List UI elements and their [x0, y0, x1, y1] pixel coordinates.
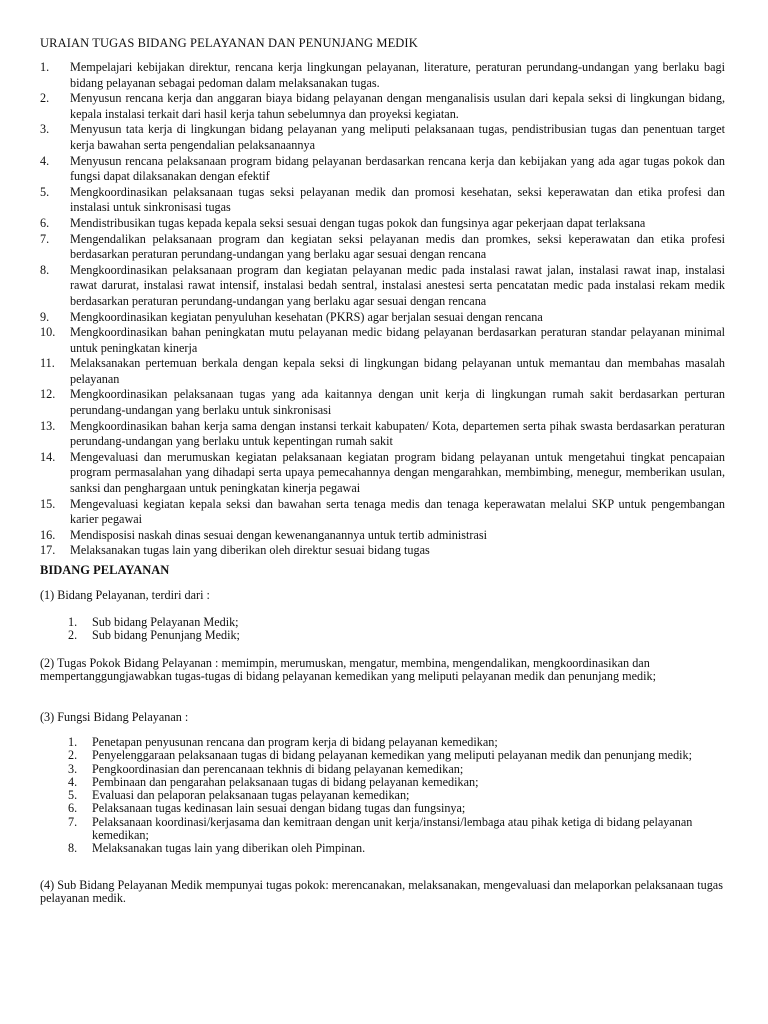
list-item-text: Mempelajari kebijakan direktur, rencana kerja lingkungan pelayanan, literature, peraturan perundang-undangan yang berlaku bagi bidang pelayanan sebagai pedoman dalam melaksanakan tugas.: [70, 60, 725, 90]
list-item-text: Sub bidang Pelayanan Medik;: [92, 615, 239, 629]
paragraph-2: (2) Tugas Pokok Bidang Pelayanan : memimpin, merumuskan, mengatur, membina, mengendalikan, mengkoordinasikan dan mempertanggungjawabkan tugas-tugas di bidang pelayanan kemedikan yang meliputi pelayanan medik dan penunjang medik;: [40, 656, 656, 684]
subdivision-item: [68, 616, 718, 629]
list-item-text: Penyelenggaraan pelaksanaan tugas di bidang pelayanan kemedikan yang meliputi pelayanan medik dan penunjang medik;: [92, 748, 693, 763]
paragraph-1: (1) Bidang Pelayanan, terdiri dari :: [40, 588, 210, 602]
list-item-number: 9.: [40, 309, 50, 324]
task-item: [40, 122, 725, 153]
list-item-number: 6.: [68, 801, 78, 816]
task-item: [40, 185, 725, 216]
list-item-number: 4.: [40, 153, 50, 168]
task-item: [40, 91, 725, 122]
task-item: [40, 60, 725, 91]
list-item-number: 1.: [68, 615, 78, 629]
function-item: [68, 749, 718, 762]
list-item-number: 16.: [40, 527, 56, 542]
list-item-text: Mengkoordinasikan pelaksanaan program dan kegiatan pelayanan medic pada instalasi rawat jalan, instalasi rawat inap, instalasi rawat darurat, instalasi rawat intensif, instalasi bedah sentral, instalasi anestesi serta pencatatan medic pada instalasi rekam medik berdasarkan peraturan perundang-undangan yang berlaku agar sesuai dengan rencana: [70, 262, 725, 308]
list-item-text: Mengendalikan pelaksanaan program dan kegiatan seksi pelayanan medis dan promkes, seksi keperawatan dan etika profesi berdasarkan peraturan perundang-undangan yang berlaku agar sesuai dengan rencana: [70, 231, 725, 262]
list-item-number: 8.: [68, 841, 78, 856]
list-item-number: 1.: [40, 60, 50, 74]
list-item-text: Melaksanakan pertemuan berkala dengan kepala seksi di lingkungan bidang pelayanan untuk memantau dan membahas masalah pelayanan: [70, 356, 725, 386]
list-item-number: 17.: [40, 543, 56, 558]
list-item-text: Mengkoordinasikan kegiatan penyuluhan kesehatan (PKRS) agar berjalan sesuai dengan rencana: [70, 309, 543, 324]
list-item-number: 12.: [40, 387, 56, 402]
task-item: [40, 528, 725, 544]
subdivision-item: [68, 629, 718, 642]
list-item-number: 2.: [68, 748, 78, 763]
list-item-text: Pembinaan dan pengarahan pelaksanaan tugas di bidang pelayanan kemedikan;: [92, 774, 479, 789]
task-item: [40, 450, 725, 497]
list-item-text: Menyusun tata kerja di lingkungan bidang pelayanan yang meliputi pelaksanaan tugas, pendistribusian tugas dan penentuan target kerja bawahan serta pengendalian pelaksanaannya: [70, 122, 725, 152]
list-item-text: Penetapan penyusunan rencana dan program kerja di bidang pelayanan kemedikan;: [92, 735, 498, 749]
task-item: [40, 387, 725, 418]
function-list: [68, 736, 718, 856]
list-item-number: 6.: [40, 215, 50, 230]
list-item-text: Pelaksanaan tugas kedinasan lain sesuai dengan bidang tugas dan fungsinya;: [92, 801, 466, 816]
list-item-text: Pelaksanaan koordinasi/kerjasama dan kemitraan dengan unit kerja/instansi/lembaga atau pihak ketiga di bidang pelayanan kemedikan;: [92, 814, 693, 843]
list-item-number: 1.: [68, 735, 78, 749]
task-item: [40, 543, 725, 559]
list-item-text: Mendistribusikan tugas kepada kepala seksi sesuai dengan tugas pokok dan fungsinya agar pekerjaan dapat terlaksana: [70, 215, 646, 230]
subdivision-list: [68, 616, 718, 643]
task-item: [40, 310, 725, 326]
document-title: URAIAN TUGAS BIDANG PELAYANAN DAN PENUNJANG MEDIK: [40, 36, 418, 50]
function-item: [68, 816, 718, 843]
function-item: [68, 763, 718, 776]
task-item: [40, 325, 725, 356]
task-item: [40, 497, 725, 528]
list-item-number: 13.: [40, 418, 56, 433]
list-item-number: 8.: [40, 262, 50, 277]
list-item-text: Mengkoordinasikan bahan peningkatan mutu pelayanan medic bidang pelayanan berdasarkan peraturan standar pelayanan minimal untuk peningkatan kinerja: [70, 325, 725, 355]
list-item-text: Pengkoordinasian dan perencanaan tekhnis di bidang pelayanan kemedikan;: [92, 761, 464, 776]
list-item-text: Sub bidang Penunjang Medik;: [92, 628, 240, 643]
task-item: [40, 216, 725, 232]
function-item: [68, 789, 718, 802]
list-item-number: 11.: [40, 356, 55, 371]
list-item-text: Mengevaluasi kegiatan kepala seksi dan bawahan serta tenaga medis dan tenaga keperawatan melalui SKP untuk pengembangan karier pegawai: [70, 496, 725, 527]
task-item: [40, 154, 725, 185]
list-item-text: Mendisposisi naskah dinas sesuai dengan kewenanganannya untuk tertib administrasi: [70, 527, 487, 542]
list-item-text: Mengkoordinasikan bahan kerja sama dengan instansi terkait kabupaten/ Kota, departemen serta pihak swasta berdasarkan peraturan perundang-undangan yang berlaku untuk kepentingan rumah sakit: [70, 418, 725, 449]
task-item: [40, 232, 725, 263]
list-item-text: Menyusun rencana kerja dan anggaran biaya bidang pelayanan dengan menganalisis usulan dari kepala seksi di lingkungan bidang, kepala instalasi terkait dari hasil kerja tahun sebelumnya dan proyeksi kegiatan.: [70, 91, 725, 121]
list-item-number: 2.: [68, 628, 78, 643]
list-item-text: Mengevaluasi dan merumuskan kegiatan pelaksanaan kegiatan program bidang pelayanan untuk mengetahui tingkat pencapaian program permasalahan yang dihadapi serta upaya pemecahannya dengan mengarahkan, membimbing, menegur, memberikan usulan, sanksi dan penghargaan untuk peningkatan kinerja pegawai: [70, 449, 725, 496]
list-item-number: 7.: [40, 231, 50, 246]
list-item-text: Menyusun rencana pelaksanaan program bidang pelayanan berdasarkan rencana kerja dan kebijakan yang ada agar tugas pokok dan fungsi dapat dilaksanakan dengan efektif: [70, 153, 725, 184]
list-item-text: Mengkoordinasikan pelaksanaan tugas yang ada kaitannya dengan unit kerja di lingkungan rumah sakit berdasarkan perturan perundang-undangan yang berlaku untuk sinkronisasi: [70, 387, 725, 418]
bidang-pelayanan-heading: BIDANG PELAYANAN: [40, 563, 170, 577]
paragraph-3: (3) Fungsi Bidang Pelayanan :: [40, 710, 189, 724]
function-item: [68, 802, 718, 815]
function-item: [68, 776, 718, 789]
list-item-number: 3.: [68, 761, 78, 776]
task-item: [40, 356, 725, 387]
list-item-number: 10.: [40, 325, 56, 340]
list-item-number: 7.: [68, 814, 78, 829]
list-item-text: Melaksanakan tugas lain yang diberikan oleh direktur sesuai bidang tugas: [70, 543, 430, 558]
list-item-number: 14.: [40, 449, 56, 464]
list-item-number: 5.: [68, 788, 78, 803]
task-list: [40, 60, 725, 559]
list-item-number: 2.: [40, 91, 50, 106]
paragraph-4: (4) Sub Bidang Pelayanan Medik mempunyai tugas pokok: merencanakan, melaksanakan, mengevaluasi dan melaporkan pelaksanaan tugas pelayanan medik.: [40, 878, 723, 906]
function-item: [68, 736, 718, 749]
task-item: [40, 263, 725, 310]
list-item-text: Evaluasi dan pelaporan pelaksanaan tugas pelayanan kemedikan;: [92, 788, 410, 803]
list-item-number: 5.: [40, 184, 50, 199]
list-item-number: 15.: [40, 496, 56, 511]
function-item: [68, 842, 718, 855]
list-item-number: 3.: [40, 122, 50, 137]
list-item-number: 4.: [68, 774, 78, 789]
task-item: [40, 419, 725, 450]
list-item-text: Mengkoordinasikan pelaksanaan tugas seksi pelayanan medik dan promosi kesehatan, seksi keperawatan dan etika profesi dan instalasi untuk sinkronisasi tugas: [70, 184, 725, 215]
list-item-text: Melaksanakan tugas lain yang diberikan oleh Pimpinan.: [92, 841, 366, 856]
